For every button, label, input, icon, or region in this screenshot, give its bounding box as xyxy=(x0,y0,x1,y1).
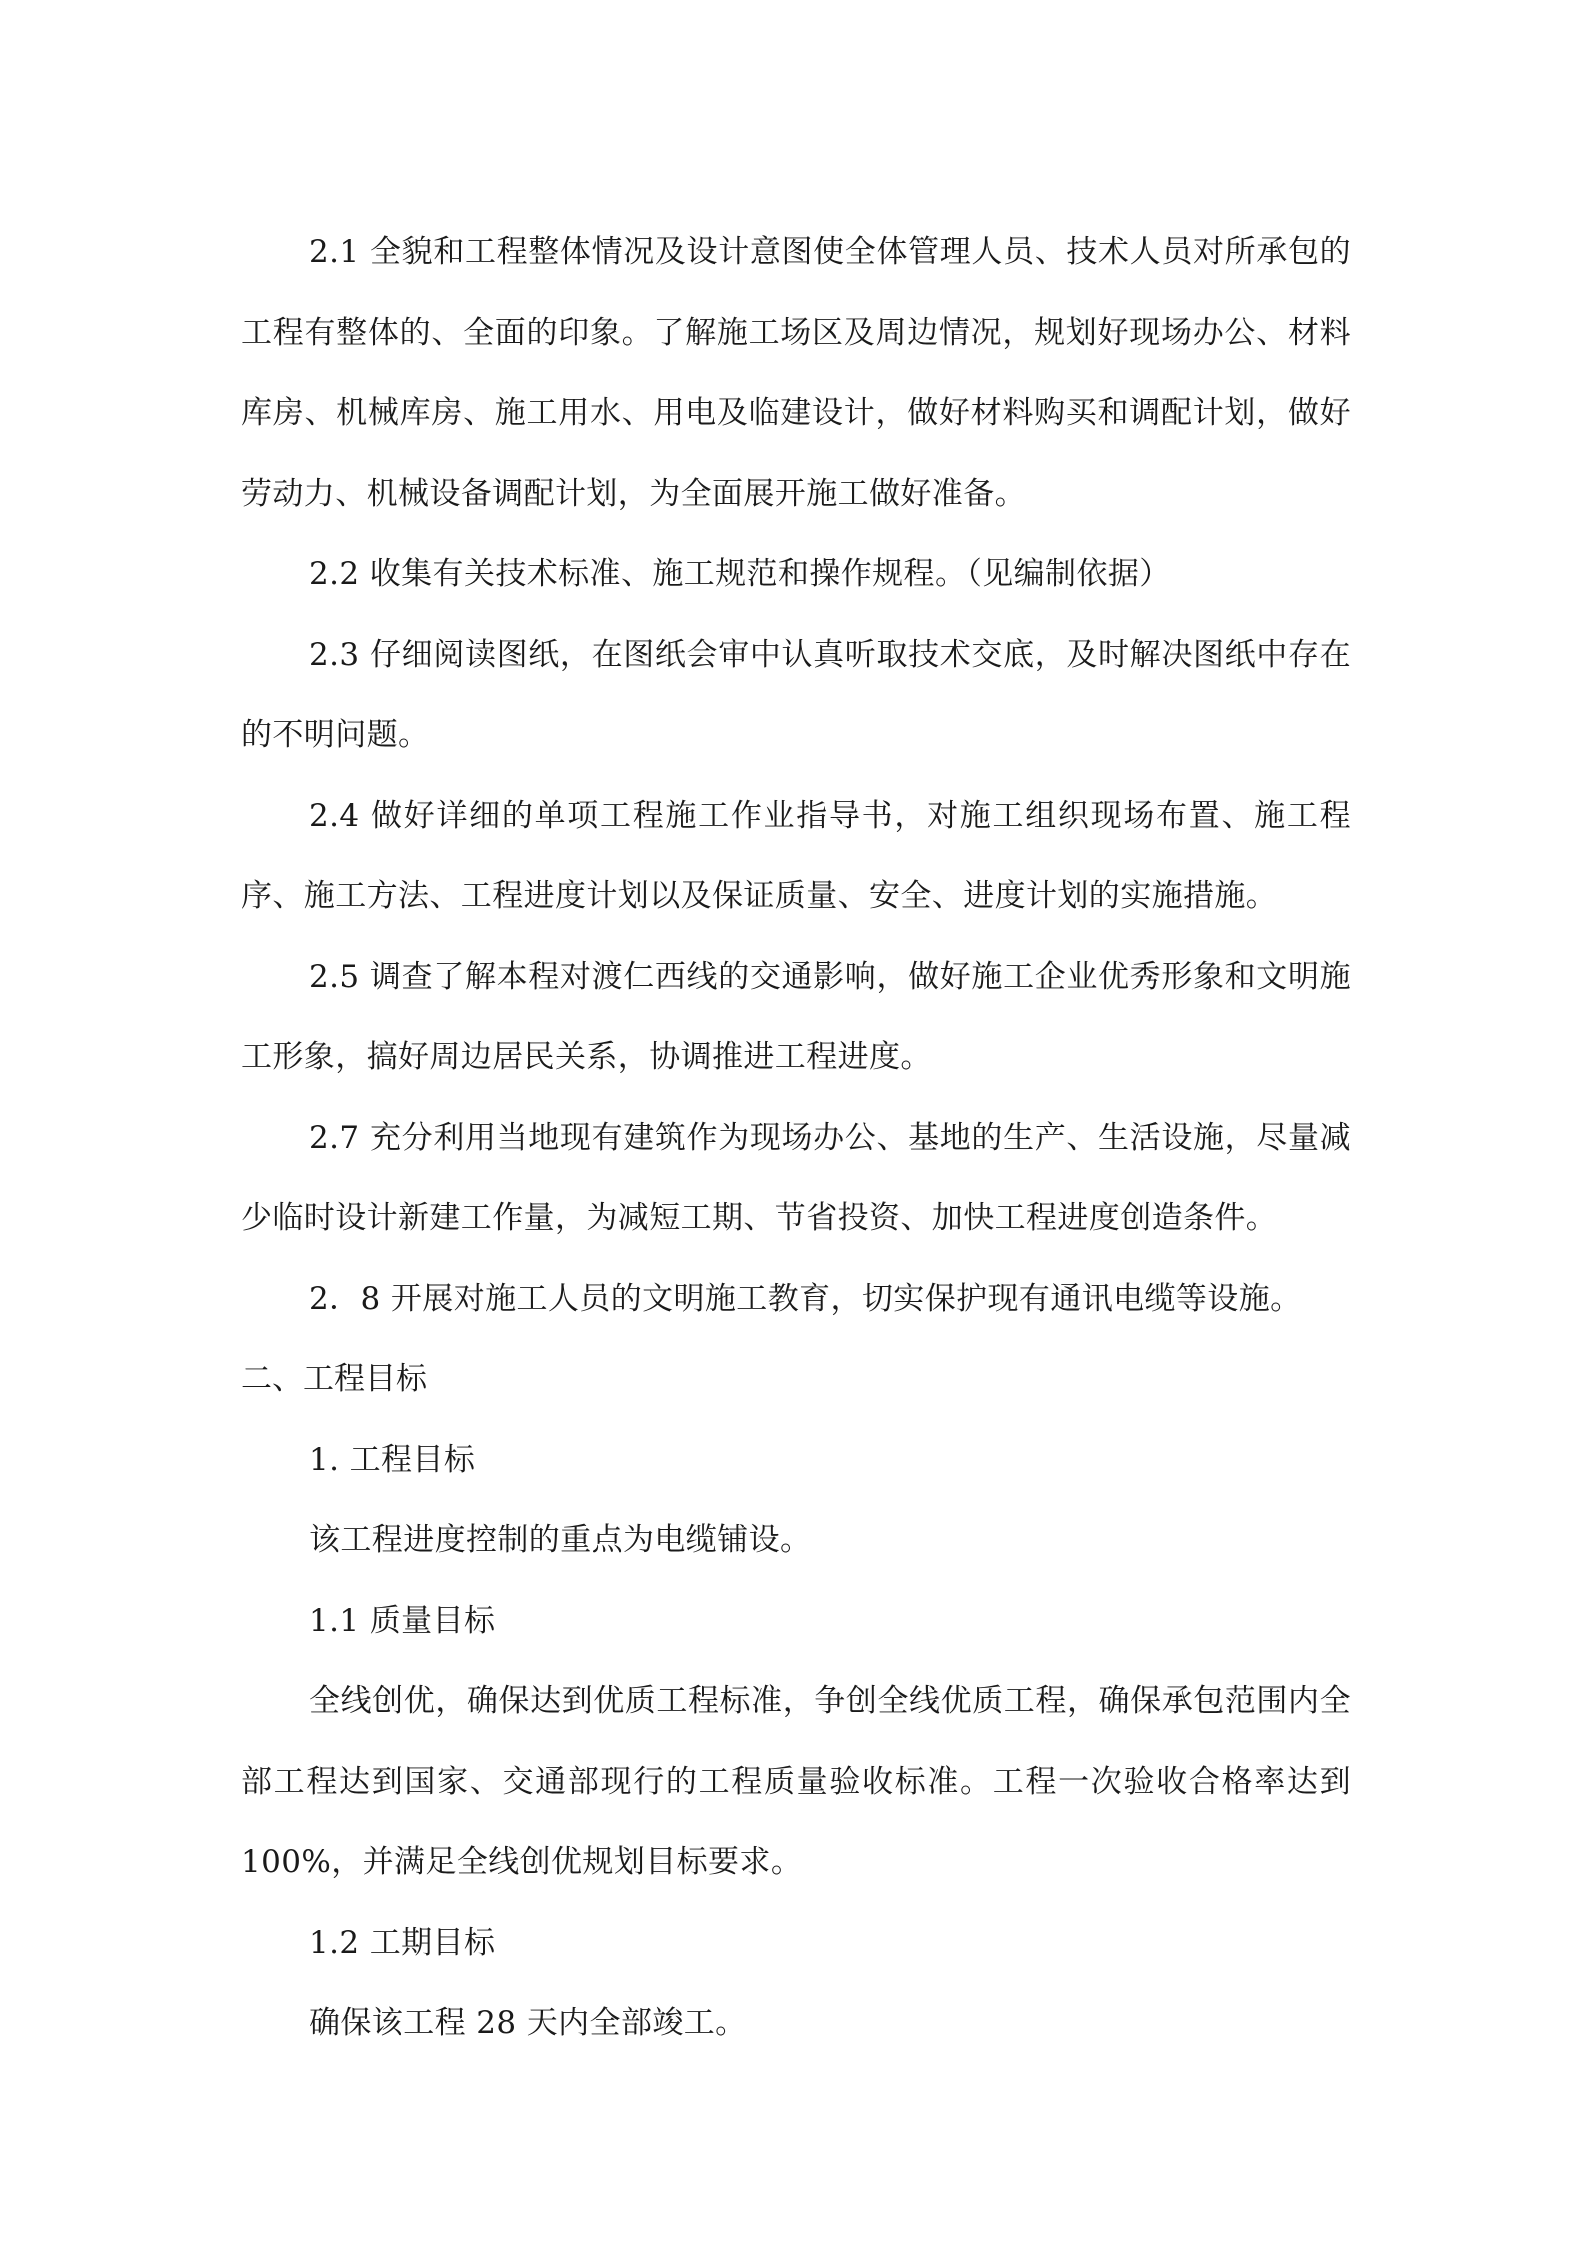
paragraph-2-8: 2．8 开展对施工人员的文明施工教育，切实保护现有通讯电缆等设施。 xyxy=(309,1280,1302,1317)
section-heading-project-goals: 二、工程目标 xyxy=(241,1361,427,1397)
paragraph-2-1: 2.1 全貌和工程整体情况及设计意图使全体管理人员、技术人员对所承包的工程有整体的、全面的印象。了解施工场区及周边情况，规划好现场办公、材料库房、机械库房、施工用水、用电及临建设计，做好材料购买和调配计划，做好劳动力、机械设备调配计划，为全面展开施工做好准备。 xyxy=(241,234,1351,512)
paragraph-quality-goal: 全线创优，确保达到优质工程标准，争创全线优质工程，确保承包范围内全部工程达到国家、交通部现行的工程质量验收标准。工程一次验收合格率达到100%，并满足全线创优规划目标要求。 xyxy=(241,1683,1351,1880)
subheading-schedule-goal: 1.2 工期目标 xyxy=(309,1924,496,1961)
paragraph-schedule-goal: 确保该工程 28 天内全部竣工。 xyxy=(309,2005,747,2041)
subheading-quality-goal: 1.1 质量目标 xyxy=(309,1602,496,1639)
paragraph-2-3: 2.3 仔细阅读图纸，在图纸会审中认真听取技术交底，及时解决图纸中存在的不明问题。 xyxy=(241,636,1351,753)
paragraph-schedule-focus: 该工程进度控制的重点为电缆铺设。 xyxy=(309,1522,812,1558)
paragraph-2-4: 2.4 做好详细的单项工程施工作业指导书，对施工组织现场布置、施工程序、施工方法、工程进度计划以及保证质量、安全、进度计划的实施措施。 xyxy=(241,797,1351,914)
paragraph-2-5: 2.5 调查了解本程对渡仁西线的交通影响，做好施工企业优秀形象和文明施工形象，搞好周边居民关系，协调推进工程进度。 xyxy=(241,958,1351,1075)
subheading-project-goals: 1. 工程目标 xyxy=(309,1441,476,1478)
paragraph-2-2: 2.2 收集有关技术标准、施工规范和操作规程。（见编制依据） xyxy=(309,556,1171,592)
document-body xyxy=(241,212,1351,2064)
paragraph-2-7: 2.7 充分利用当地现有建筑作为现场办公、基地的生产、生活设施，尽量减少临时设计新建工作量，为减短工期、节省投资、加快工程进度创造条件。 xyxy=(241,1119,1351,1236)
